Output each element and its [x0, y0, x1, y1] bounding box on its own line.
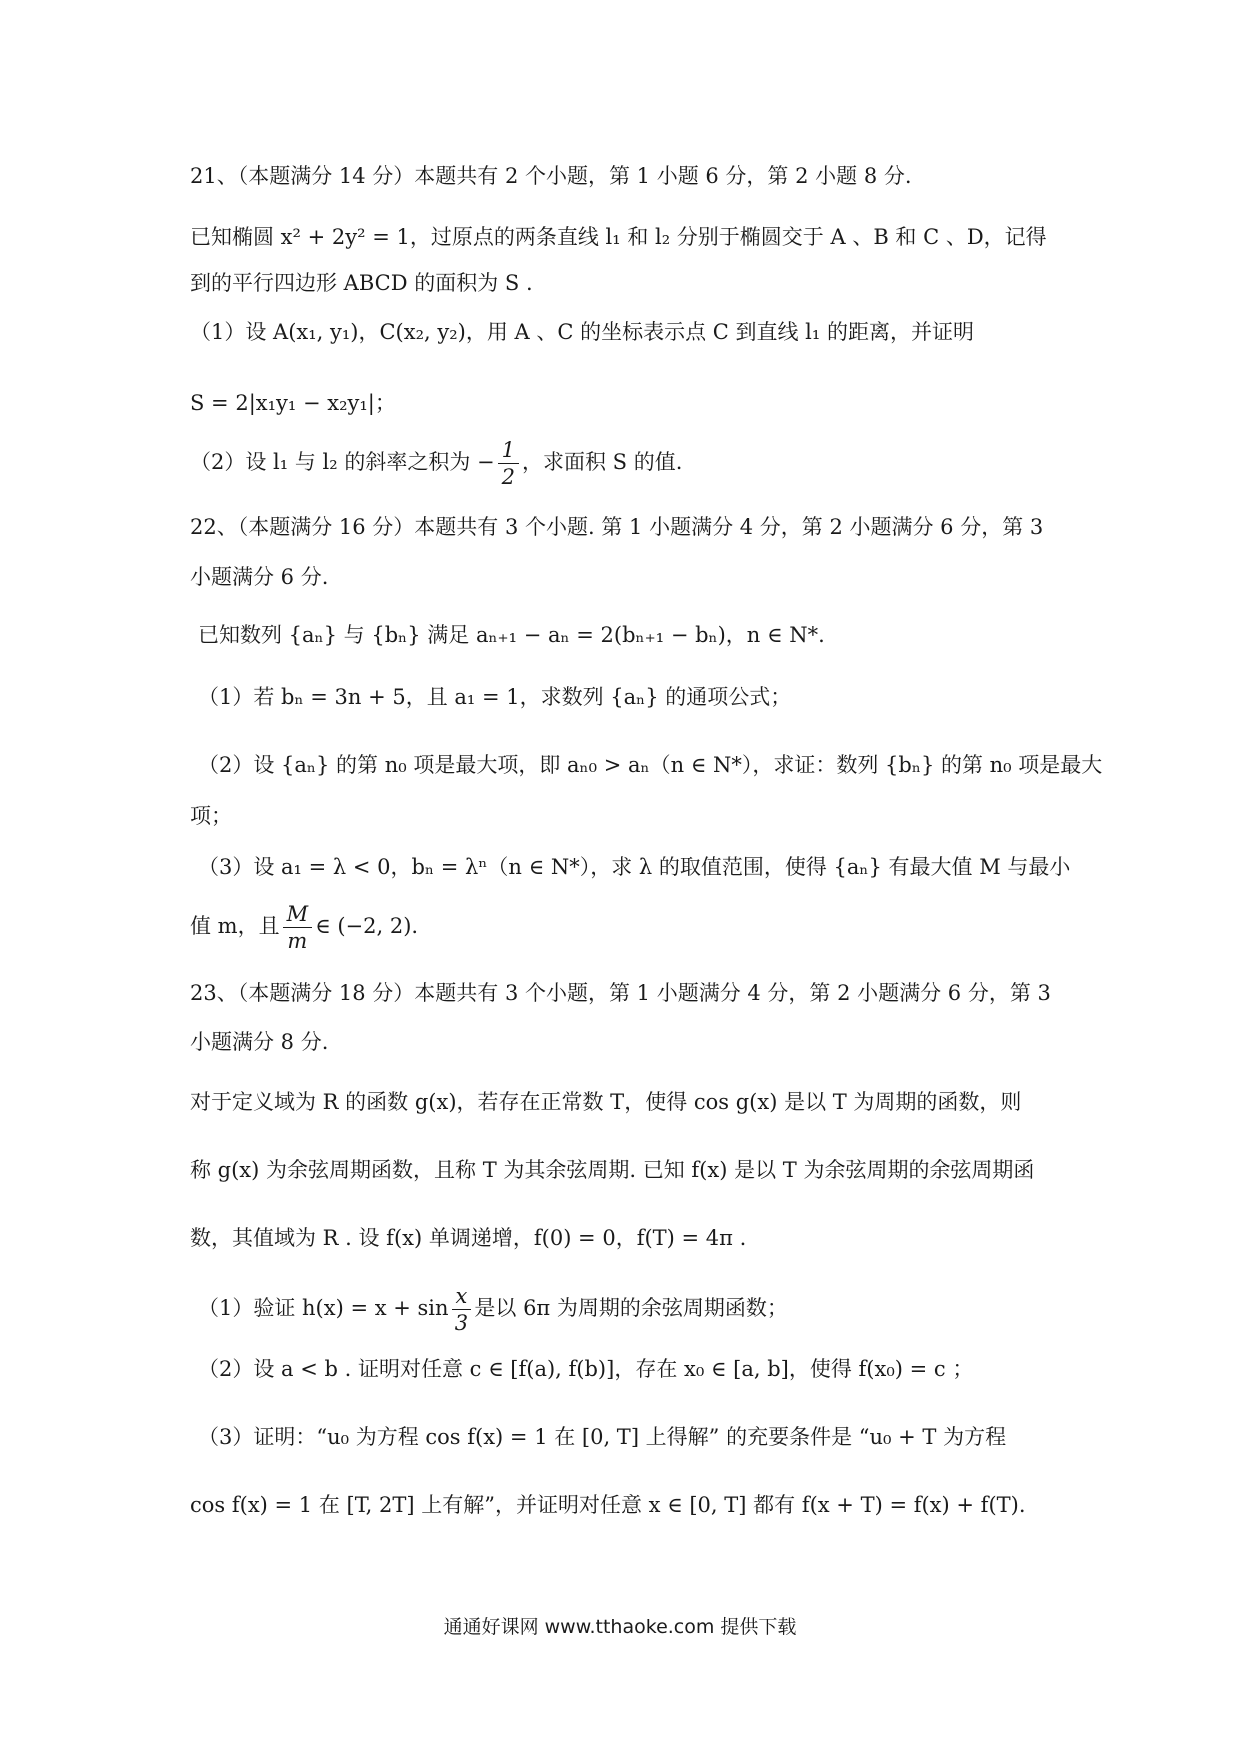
q21-part1-line2: S = 2|x₁y₁ − x₂y₁|； — [190, 391, 396, 415]
q22-part2-line2: 项； — [190, 804, 232, 828]
q21-part2-frac-den: 2 — [501, 465, 515, 489]
q22-part3-line2 — [190, 901, 1070, 954]
q21-part2-frac-num: 1 — [498, 437, 519, 464]
q22-stem: 已知数列 {aₙ} 与 {bₙ} 满足 aₙ₊₁ − aₙ = 2(bₙ₊₁ − bₙ)，n ∈ N*. — [198, 623, 825, 647]
q23-stem-line2: 称 g(x) 为余弦周期函数，且称 T 为其余弦周期. 已知 f(x) 是以 T 为余弦周期的余弦周期函 — [190, 1158, 1035, 1182]
q23-stem-line3: 数，其值域为 R . 设 f(x) 单调递增，f(0) = 0，f(T) = 4π . — [190, 1226, 747, 1250]
q21-stem-line2: 到的平行四边形 ABCD 的面积为 S . — [190, 271, 533, 295]
q21-stem-line1: 已知椭圆 x² + 2y² = 1，过原点的两条直线 l₁ 和 l₂ 分别于椭圆交于 A 、B 和 C 、D，记得 — [190, 225, 1047, 249]
q22-header-line1: 22、（本题满分 16 分）本题共有 3 个小题. 第 1 小题满分 4 分，第 2 小题满分 6 分，第 3 — [190, 515, 1044, 539]
q22-part3-fraction — [283, 901, 313, 954]
q23-part1-prefix: （1）验证 h(x) = x + sin — [198, 1296, 449, 1320]
q23-part1-suffix: 是以 6π 为周期的余弦周期函数； — [474, 1296, 788, 1320]
q21-part2-fraction — [498, 437, 519, 490]
q22-part1: （1）若 bₙ = 3n + 5，且 a₁ = 1，求数列 {aₙ} 的通项公式； — [198, 685, 792, 709]
q21-part2-prefix: （2）设 l₁ 与 l₂ 的斜率之积为 − — [190, 450, 495, 474]
q23-part3-line2: cos f(x) = 1 在 [T, 2T] 上有解”，并证明对任意 x ∈ [0, T] 都有 f(x + T) = f(x) + f(T). — [190, 1493, 1026, 1517]
q22-part3-line1: （3）设 a₁ = λ < 0，bₙ = λⁿ（n ∈ N*），求 λ 的取值范围，使得 {aₙ} 有最大值 M 与最小 — [198, 855, 1071, 879]
q22-header-line2: 小题满分 6 分. — [190, 565, 329, 589]
q23-part1 — [198, 1283, 1078, 1336]
q23-part2: （2）设 a < b . 证明对任意 c ∈ [f(a), f(b)]，存在 x₀ ∈ [a, b]，使得 f(x₀) = c ； — [198, 1357, 974, 1381]
q23-part1-fraction — [452, 1283, 472, 1336]
q23-stem-line1: 对于定义域为 R 的函数 g(x)，若存在正常数 T，使得 cos g(x) 是以 T 为周期的函数，则 — [190, 1090, 1022, 1114]
q21-part2 — [190, 437, 1070, 490]
q22-part3-prefix: 值 m，且 — [190, 914, 280, 938]
q21-part2-suffix: ，求面积 S 的值. — [521, 450, 683, 474]
q23-part3-line1: （3）证明：“u₀ 为方程 cos f(x) = 1 在 [0, T] 上得解” 的充要条件是 “u₀ + T 为方程 — [198, 1425, 1007, 1449]
q21-part1-line1: （1）设 A(x₁, y₁)，C(x₂, y₂)，用 A 、C 的坐标表示点 C 到直线 l₁ 的距离，并证明 — [190, 320, 974, 344]
q21-header: 21、（本题满分 14 分）本题共有 2 个小题，第 1 小题 6 分，第 2 小题 8 分. — [190, 164, 912, 188]
q22-part2-line1: （2）设 {aₙ} 的第 n₀ 项是最大项，即 aₙ₀ > aₙ（n ∈ N*），求证：数列 {bₙ} 的第 n₀ 项是最大 — [198, 753, 1103, 777]
q23-header-line2: 小题满分 8 分. — [190, 1030, 329, 1054]
q22-part3-frac-num: M — [283, 901, 313, 928]
q23-part1-frac-den: 3 — [454, 1311, 469, 1335]
footer-credit: 通通好课网 www.tthaoke.com 提供下载 — [443, 1616, 797, 1638]
q23-part1-frac-num: x — [452, 1283, 472, 1310]
q22-part3-frac-den: m — [287, 929, 308, 953]
q23-header-line1: 23、（本题满分 18 分）本题共有 3 个小题，第 1 小题满分 4 分，第 2 小题满分 6 分，第 3 — [190, 981, 1051, 1005]
q22-part3-suffix: ∈ (−2, 2). — [315, 914, 419, 938]
